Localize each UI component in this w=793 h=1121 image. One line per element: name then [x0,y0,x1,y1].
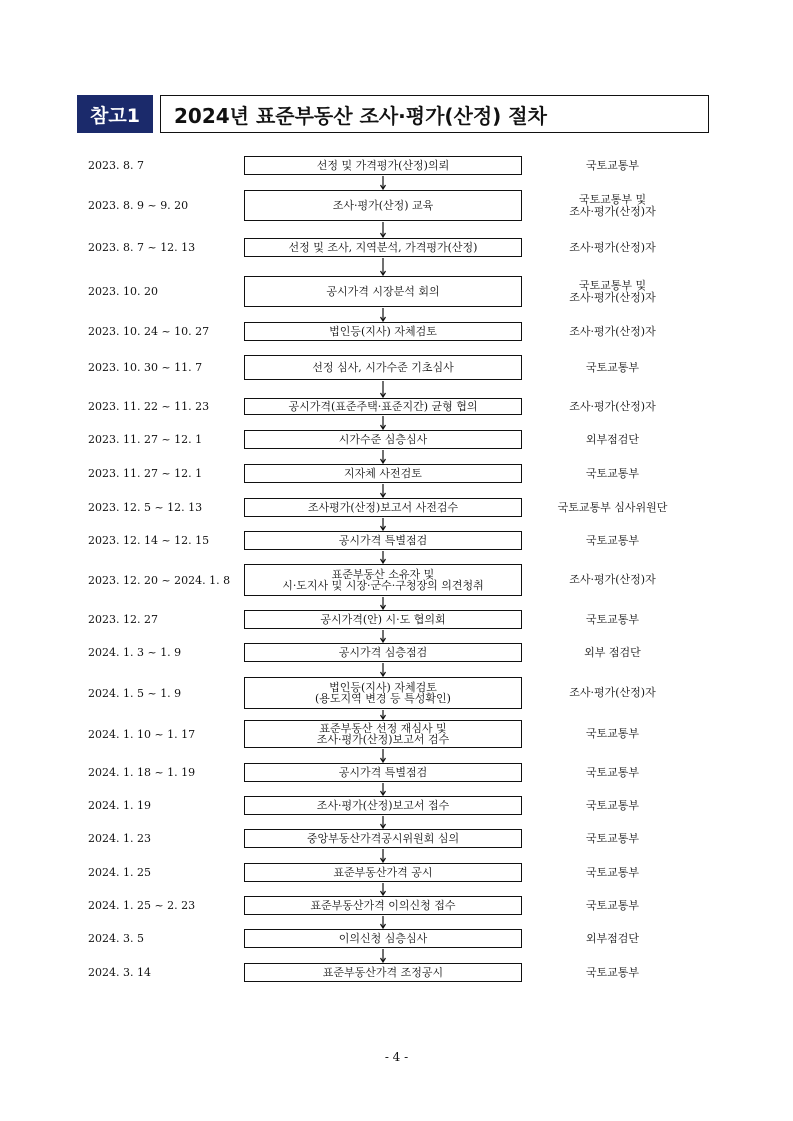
down-arrow-icon [378,380,388,398]
step-description: 공시가격(표준주택·표준지간) 균형 협의 [288,400,478,413]
down-arrow-icon [378,221,388,238]
down-arrow-icon [378,848,388,863]
step-box [244,355,522,380]
step-agency [530,863,695,882]
step-description: 조사평가(산정)보고서 사전검수 [307,501,459,514]
down-arrow-icon [378,662,388,677]
agency-name: 국토교통부 [585,612,640,626]
step-box [244,896,522,915]
down-arrow-icon [378,709,388,720]
step-agency [530,322,695,341]
step-agency [530,276,695,307]
step-description: (용도지역 변경 등 특성확인) [315,692,451,705]
step-date: 2024. 1. 19 [88,799,151,812]
step-box [244,829,522,848]
step-date: 2024. 1. 23 [88,832,151,845]
step-description: 조사·평가(산정)보고서 접수 [316,799,450,812]
step-description: 표준부동산가격 이의신청 접수 [310,899,456,912]
step-date: 2023. 10. 30 ~ 11. 7 [88,361,203,374]
step-agency [530,464,695,483]
step-box [244,796,522,815]
step-description: 이의신청 심층심사 [338,932,428,945]
agency-name: 국토교통부 [585,466,640,480]
step-agency [530,564,695,596]
step-box [244,398,522,415]
step-box [244,963,522,982]
step-box [244,238,522,257]
step-description: 공시가격 특별점검 [338,534,428,547]
step-description: 선정 및 조사, 지역분석, 가격평가(산정) [288,241,478,254]
step-date: 2024. 1. 18 ~ 1. 19 [88,766,196,779]
down-arrow-icon [378,782,388,796]
agency-name: 조사·평가(산정)자 [569,573,656,586]
down-arrow-icon [378,449,388,464]
agency-name: 국토교통부 [585,360,640,374]
step-description: 법인등(지사) 자체검토 [329,325,437,338]
step-agency [530,963,695,982]
step-date: 2023. 8. 7 ~ 12. 13 [88,241,196,254]
step-agency [530,398,695,415]
down-arrow-icon [378,596,388,610]
step-box [244,863,522,882]
step-date: 2024. 1. 25 ~ 2. 23 [88,899,196,912]
down-arrow-icon [378,415,388,430]
step-date: 2023. 11. 27 ~ 12. 1 [88,433,203,446]
step-date: 2024. 1. 25 [88,866,151,879]
step-date: 2024. 1. 10 ~ 1. 17 [88,727,196,741]
agency-name: 국토교통부 [585,831,640,845]
step-date: 2024. 1. 5 ~ 1. 9 [88,686,182,700]
page-number: - 4 - [384,1050,409,1064]
down-arrow-icon [378,483,388,498]
agency-name: 국토교통부 [585,158,640,172]
down-arrow-icon [378,948,388,963]
step-agency [530,430,695,449]
down-arrow-icon [378,517,388,531]
step-date: 2023. 11. 22 ~ 11. 23 [88,400,210,413]
step-box [244,276,522,307]
step-date: 2024. 1. 3 ~ 1. 9 [88,646,182,659]
step-description: 조사·평가(산정)보고서 검수 [316,733,450,746]
step-date: 2023. 10. 20 [88,285,158,298]
step-agency [530,677,695,709]
header [77,95,547,133]
step-description: 표준부동산 소유자 및 [331,568,435,581]
step-description: 표준부동산가격 조정공시 [322,966,444,979]
agency-name: 국토교통부 및 [578,278,647,292]
step-agency [530,896,695,915]
down-arrow-icon [378,748,388,763]
agency-name: 국토교통부 [585,533,640,547]
step-box [244,430,522,449]
step-date: 2023. 11. 27 ~ 12. 1 [88,467,203,480]
step-agency [530,355,695,380]
down-arrow-icon [378,257,388,276]
agency-name: 국토교통부 [585,798,640,812]
step-description: 공시가격 시장분석 회의 [326,285,440,298]
step-date: 2024. 3. 5 [88,932,144,945]
step-box [244,531,522,550]
step-description: 표준부동산가격 공시 [333,866,433,879]
page-title: 2024년 표준부동산 조사·평가(산정) 절차 [160,95,709,133]
step-box [244,464,522,483]
step-box [244,610,522,629]
step-description: 법인등(지사) 자체검토 [329,681,437,694]
agency-name: 국토교통부 [585,898,640,912]
step-date: 2023. 12. 14 ~ 12. 15 [88,534,210,547]
step-description: 선정 및 가격평가(산정)의뢰 [316,159,450,172]
reference-tag: 참고1 [77,95,153,133]
agency-name: 국토교통부 [585,765,640,779]
step-description: 조사·평가(산정) 교육 [332,199,434,212]
agency-name: 조사·평가(산정)자 [569,240,656,254]
agency-name: 국토교통부 [585,865,640,879]
step-box [244,763,522,782]
step-agency [530,156,695,175]
step-box [244,190,522,221]
agency-name: 외부점검단 [585,432,640,446]
agency-name: 조사·평가(산정)자 [569,290,656,304]
step-description: 공시가격 심층점검 [338,646,428,659]
step-description: 시·도지사 및 시장·군수·구청장의 의견청취 [282,579,484,592]
down-arrow-icon [378,882,388,896]
agency-name: 조사·평가(산정)자 [569,686,656,699]
agency-name: 조사·평가(산정)자 [569,204,656,218]
step-description: 중앙부동산가격공시위원회 심의 [306,832,460,845]
step-description: 공시가격(안) 시·도 협의회 [320,613,446,626]
step-agency [530,531,695,550]
agency-name: 국토교통부 심사위원단 [557,500,668,514]
step-date: 2023. 12. 27 [88,613,158,626]
step-box [244,564,522,596]
step-agency [530,643,695,662]
step-agency [530,796,695,815]
step-box [244,322,522,341]
step-agency [530,498,695,517]
down-arrow-icon [378,915,388,929]
step-description: 표준부동산 선정 재심사 및 [319,722,447,735]
step-date: 2023. 8. 9 ~ 9. 20 [88,199,189,212]
down-arrow-icon [378,629,388,643]
step-box [244,677,522,709]
step-agency [530,763,695,782]
step-date: 2023. 10. 24 ~ 10. 27 [88,325,210,338]
step-box [244,156,522,175]
agency-name: 국토교통부 [585,727,640,740]
down-arrow-icon [378,815,388,829]
step-agency [530,238,695,257]
step-description: 지자체 사전검토 [344,467,422,480]
step-box [244,643,522,662]
step-box [244,498,522,517]
agency-name: 국토교통부 [585,965,640,979]
agency-name: 외부 점검단 [584,645,641,659]
step-date: 2023. 8. 7 [88,159,144,172]
step-agency [530,190,695,221]
step-agency [530,829,695,848]
step-date: 2023. 12. 5 ~ 12. 13 [88,501,203,514]
step-description: 선정 심사, 시가수준 기초심사 [312,361,454,374]
step-description: 시가수준 심층심사 [338,433,428,446]
step-agency [530,720,695,748]
down-arrow-icon [378,307,388,322]
down-arrow-icon [378,550,388,564]
step-agency [530,610,695,629]
agency-name: 국토교통부 및 [578,192,647,206]
step-box [244,929,522,948]
step-description: 공시가격 특별점검 [338,766,428,779]
agency-name: 외부점검단 [585,931,640,945]
down-arrow-icon [378,175,388,190]
step-date: 2023. 12. 20 ~ 2024. 1. 8 [88,573,231,587]
step-date: 2024. 3. 14 [88,966,151,979]
step-box [244,720,522,748]
agency-name: 조사·평가(산정)자 [569,399,656,413]
step-agency [530,929,695,948]
agency-name: 조사·평가(산정)자 [569,324,656,338]
